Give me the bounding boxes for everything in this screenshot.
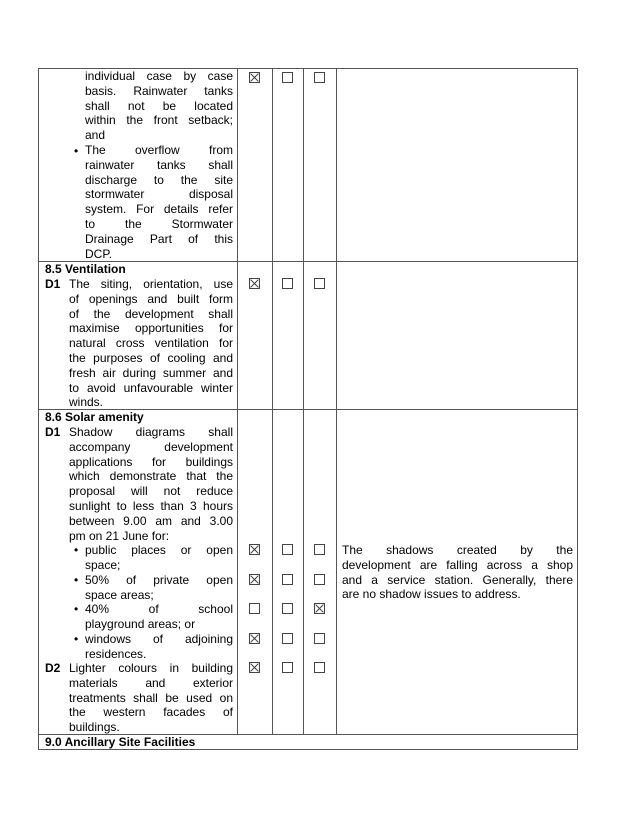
- section-heading-8-5: 8.5 Ventilation: [45, 262, 126, 276]
- checkbox-no[interactable]: [282, 633, 293, 644]
- text-line: system. For details refer: [85, 202, 233, 217]
- list-item: [85, 632, 233, 662]
- text-line: space;: [85, 557, 121, 572]
- text-line: The siting, orientation, use: [69, 277, 233, 291]
- column-divider: [303, 69, 304, 734]
- checkbox-yes[interactable]: [249, 278, 260, 289]
- list-item: [85, 573, 233, 603]
- text-line: proposal will not reduce: [69, 484, 233, 499]
- control-text: [69, 277, 233, 410]
- text-line: Lighter colours in building: [69, 661, 233, 675]
- text-line: The overflow from: [85, 142, 233, 157]
- checkbox-yes[interactable]: [249, 574, 260, 585]
- list-item: [85, 602, 233, 632]
- text-line: of the development shall: [69, 306, 233, 321]
- text-line: The shadows created by the: [342, 543, 573, 557]
- bullet-icon: •: [74, 632, 79, 646]
- text-line: maximise opportunities for: [69, 321, 233, 336]
- checkbox-na[interactable]: [314, 574, 325, 585]
- text-line: between 9.00 am and 3.00: [69, 513, 233, 528]
- text-line: to avoid unfavourable winter: [69, 380, 233, 395]
- text-line: 50% of private open: [85, 573, 233, 587]
- text-line: treatments shall be used on: [69, 690, 233, 705]
- text-line: materials and exterior: [69, 675, 233, 690]
- text-line: public places or open: [85, 543, 233, 557]
- text-line: buildings.: [69, 720, 120, 735]
- checkbox-no[interactable]: [282, 544, 293, 555]
- section-heading-9-0: 9.0 Ancillary Site Facilities: [45, 735, 196, 749]
- text-line: winds.: [69, 395, 104, 410]
- text-line: Drainage Part of this: [85, 231, 233, 246]
- text-line: basis. Rainwater tanks: [85, 83, 233, 98]
- checkbox-no[interactable]: [282, 72, 293, 83]
- text-line: windows of adjoining: [85, 632, 233, 646]
- text-line: individual case by case: [85, 69, 233, 83]
- text-line: applications for buildings: [69, 454, 233, 469]
- text-line: 40% of school: [85, 602, 233, 616]
- text-line: accompany development: [69, 439, 233, 454]
- checkbox-yes[interactable]: [249, 662, 260, 673]
- text-line: DCP.: [85, 246, 113, 261]
- control-code: D1: [45, 425, 61, 439]
- checkbox-na[interactable]: [314, 72, 325, 83]
- control-code: D2: [45, 661, 61, 675]
- checkbox-yes[interactable]: [249, 603, 260, 614]
- control-text: [69, 425, 233, 543]
- text-line: rainwater tanks shall: [85, 157, 233, 172]
- bullet-icon: •: [74, 144, 79, 158]
- checkbox-yes[interactable]: [249, 633, 260, 644]
- text-line: are no shadow issues to address.: [342, 587, 521, 602]
- column-divider: [272, 69, 273, 734]
- text-line: development are falling across a shop: [342, 557, 573, 572]
- text-line: space areas;: [85, 587, 154, 602]
- control-code: D1: [45, 277, 61, 291]
- text-line: shall not be located: [85, 98, 233, 113]
- text-line: residences.: [85, 646, 147, 661]
- text-line: natural cross ventilation for: [69, 336, 233, 351]
- text-line: discharge to the site: [85, 172, 233, 187]
- list-item: [85, 543, 233, 573]
- text-line: sunlight to less than 3 hours: [69, 498, 233, 513]
- bullet-icon: •: [74, 573, 79, 587]
- checkbox-yes[interactable]: [249, 544, 260, 555]
- text-line: the purposes of cooling and: [69, 350, 233, 365]
- text-line: playground areas; or: [85, 616, 196, 631]
- text-line: and: [85, 128, 106, 143]
- checkbox-no[interactable]: [282, 574, 293, 585]
- text-line: the western facades of: [69, 705, 233, 720]
- text-line: pm on 21 June for:: [69, 528, 170, 543]
- assessment-comment: [342, 543, 573, 602]
- text-line: stormwater disposal: [85, 187, 233, 202]
- text-line: fresh air during summer and: [69, 365, 233, 380]
- text-line: within the front setback;: [85, 113, 233, 128]
- checkbox-na[interactable]: [314, 544, 325, 555]
- bullet-icon: •: [74, 543, 79, 557]
- compliance-table: [38, 68, 578, 750]
- text-line: to the Stormwater: [85, 216, 233, 231]
- control-text: [69, 661, 233, 735]
- section-heading-8-6: 8.6 Solar amenity: [45, 410, 144, 424]
- checkbox-na[interactable]: [314, 278, 325, 289]
- column-divider: [237, 69, 238, 734]
- text-line: of openings and built form: [69, 291, 233, 306]
- row-8-4-continued: [85, 69, 233, 261]
- text-line: and a service station. Generally, there: [342, 572, 573, 587]
- checkbox-no[interactable]: [282, 278, 293, 289]
- checkbox-yes[interactable]: [249, 72, 260, 83]
- checkbox-no[interactable]: [282, 662, 293, 673]
- column-divider: [336, 69, 337, 734]
- checkbox-na[interactable]: [314, 603, 325, 614]
- checkbox-na[interactable]: [314, 633, 325, 644]
- bullet-icon: •: [74, 602, 79, 616]
- text-line: Shadow diagrams shall: [69, 425, 233, 439]
- checkbox-no[interactable]: [282, 603, 293, 614]
- text-line: which demonstrate that the: [69, 469, 233, 484]
- checkbox-na[interactable]: [314, 662, 325, 673]
